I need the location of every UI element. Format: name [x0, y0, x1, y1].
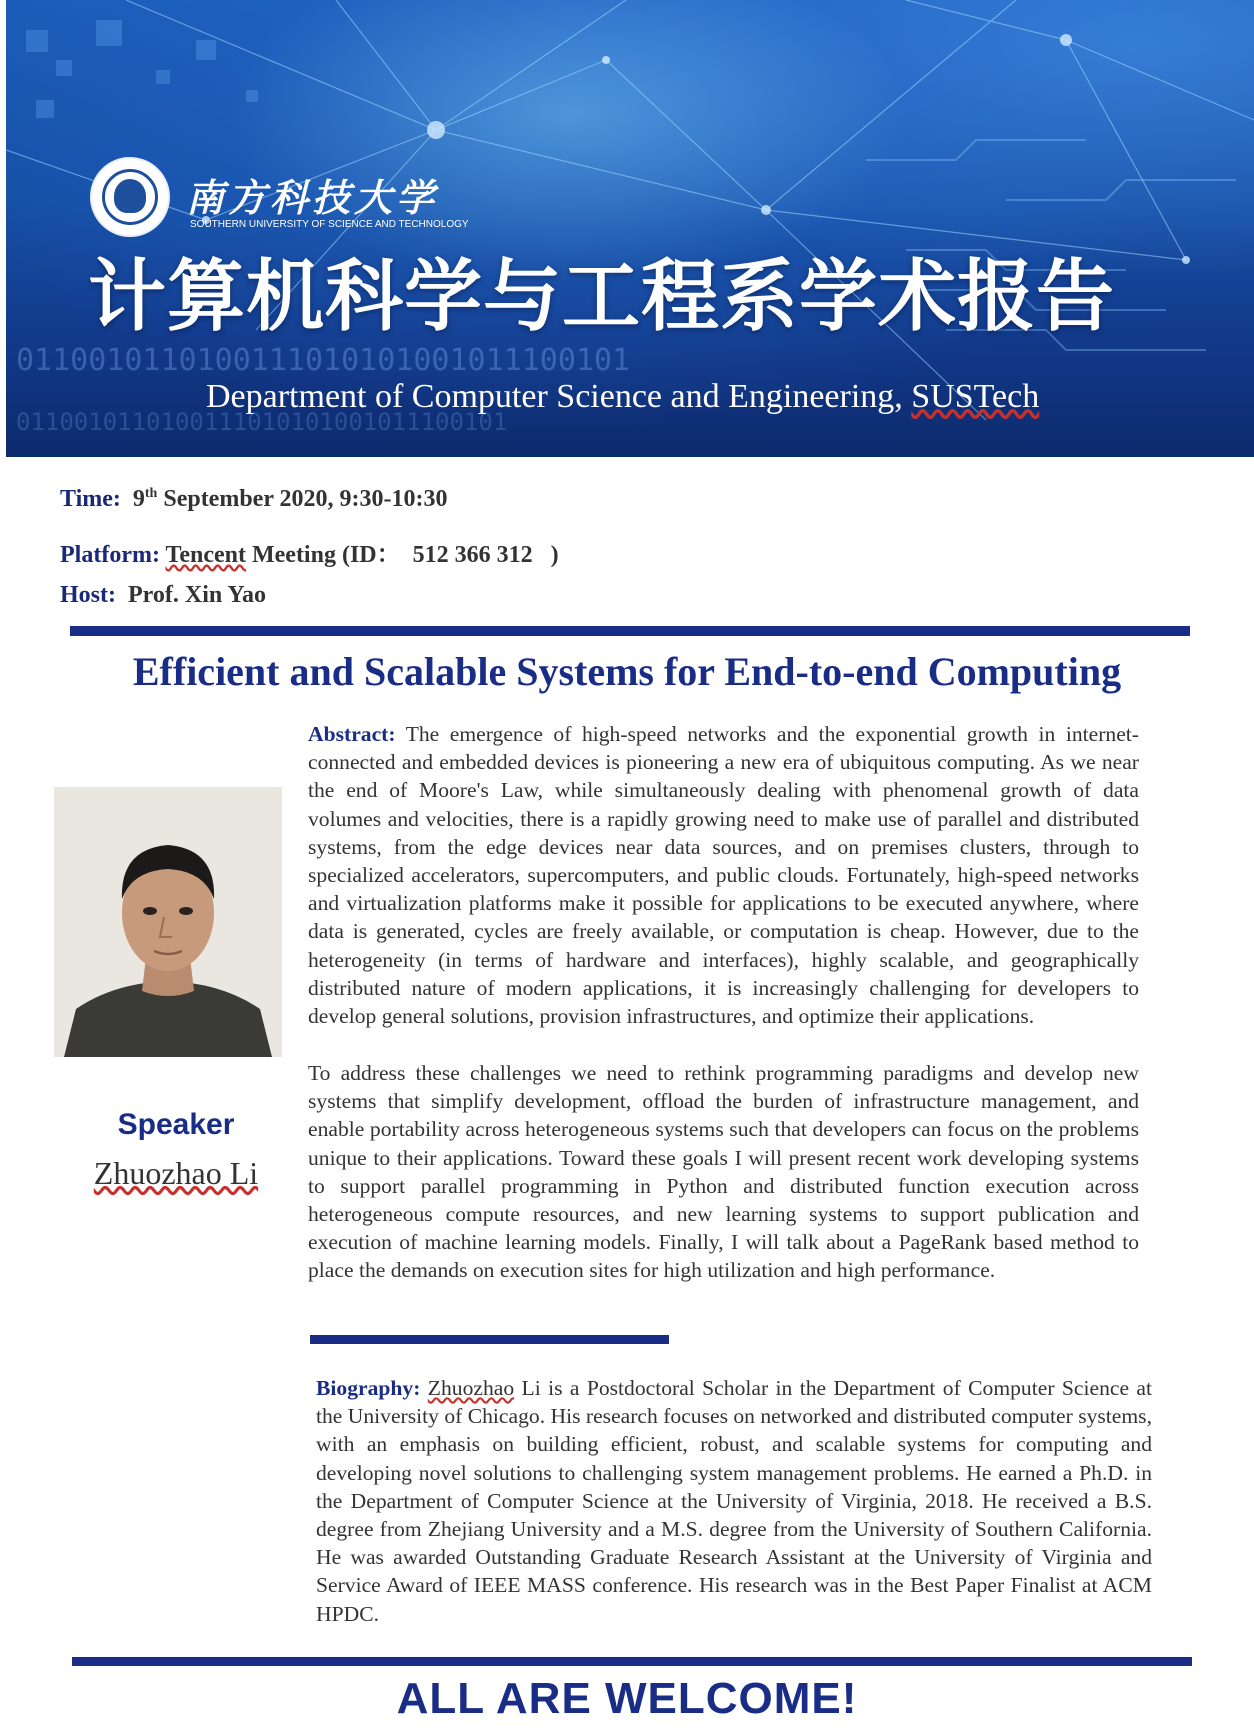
speaker-photo — [54, 787, 282, 1057]
platform-value — [166, 542, 559, 568]
page-title-cn: 计算机科学与工程系学术报告 — [88, 252, 1116, 342]
speaker-portrait-graphic — [54, 787, 282, 1057]
institution-abbrev: SUSTech — [911, 378, 1040, 415]
welcome-banner: ALL ARE WELCOME! — [396, 1674, 858, 1723]
department-name: Department of Computer Science and Engineering, — [206, 378, 912, 415]
host-value: Prof. Xin Yao — [128, 582, 266, 608]
university-name-cn: 南方科技大学 — [186, 175, 439, 220]
abstract-label: Abstract: — [308, 722, 396, 746]
time-line — [60, 486, 448, 513]
host-label: Host: — [60, 582, 116, 608]
talk-title: Efficient and Scalable Systems for End-to-end Computing — [132, 649, 1122, 694]
abstract-paragraph-1: The emergence of high-speed networks and the exponential growth in internet-connected and embedded devices is pioneering a new era of ubiquitous computing. As we near the end of Moore's Law, while simultaneously dealing with phenomenal growth of data volumes and velocities, there is a rapidly growing need to make use of parallel and distributed systems, from the edge devices near data sources, and on premises clusters, through to specialized accelerators, supercomputers, and public clouds. Fortunately, high-speed networks and virtualization platforms make it possible for applications to be executed anywhere, where data is generated, cycles are freely available, or computation is cheap. However, due to the heterogeneity (in terms of hardware and interfaces), highly scalable, and geographically distributed nature of modern applications, it is increasingly challenging for developers to develop general solutions, provision infrastructures, and optimize their applications. — [308, 722, 1139, 1029]
abstract-paragraph-2: To address these challenges we need to rethink programming paradigms and develop new systems that simplify development, offload the burden of infrastructure management, and enable portability across heterogeneous systems such that developers can focus on the problems unique to their applications. Toward these goals I will present recent work developing systems to support parallel programming in Python and distributed function execution across heterogeneous compute resources, and new learning systems to support publication and execution of machine learning models. Finally, I will talk about a PageRank based method to place the demands on execution sites for high utilization and high performance. — [308, 1061, 1139, 1283]
abstract-divider — [310, 1335, 669, 1344]
page-title-en — [206, 378, 1039, 416]
platform-line — [60, 534, 559, 569]
header-banner — [6, 0, 1254, 457]
bottom-divider — [72, 1657, 1192, 1666]
time-day-suffix: th — [144, 486, 158, 501]
top-divider — [70, 626, 1190, 636]
biography-text: Li is a Postdoctoral Scholar in the Department of Computer Science at the University of Chicago. His research focuses on networked and distributed computer systems, with an emphasis on building efficient, robust, and scalable systems for computing and developing novel solutions to challenging system management problems. He earned a Ph.D. in the Department of Computer Science at the University of Virginia, 2018. He received a B.S. degree from Zhejiang University and a M.S. degree from the University of Southern California. He was awarded Outstanding Graduate Research Assistant at the University of Virginia and Service Award of IEEE MASS conference. His research was in the Best Paper Finalist at ACM HPDC. — [316, 1376, 1152, 1626]
svg-text:011001011010011101010100101110: 0110010110100111010101001011100101 — [16, 408, 508, 436]
university-name-en: SOUTHERN UNIVERSITY OF SCIENCE AND TECHNOLOGY — [190, 219, 469, 230]
platform-name: Tencent — [165, 542, 246, 568]
time-rest: September 2020, 9:30-10:30 — [157, 486, 448, 512]
platform-label: Platform: — [60, 542, 160, 568]
speaker-label: Speaker — [117, 1108, 235, 1141]
university-logo — [90, 157, 469, 237]
host-line — [60, 582, 266, 609]
biography-name: Zhuozhao — [427, 1376, 515, 1400]
speaker-name: Zhuozhao Li — [93, 1155, 259, 1191]
university-seal-icon — [90, 157, 170, 237]
abstract-section — [308, 720, 1139, 1030]
biography-label: Biography: — [316, 1376, 421, 1400]
platform-meeting-id: Meeting (ID： 512 366 312 ) — [245, 542, 559, 568]
time-day: 9 — [132, 486, 145, 512]
time-label: Time: — [60, 486, 121, 512]
time-value — [133, 486, 448, 512]
svg-text:011001011010011101010100101110: 0110010110100111010101001011100101 — [16, 343, 631, 378]
biography-section — [316, 1374, 1152, 1628]
